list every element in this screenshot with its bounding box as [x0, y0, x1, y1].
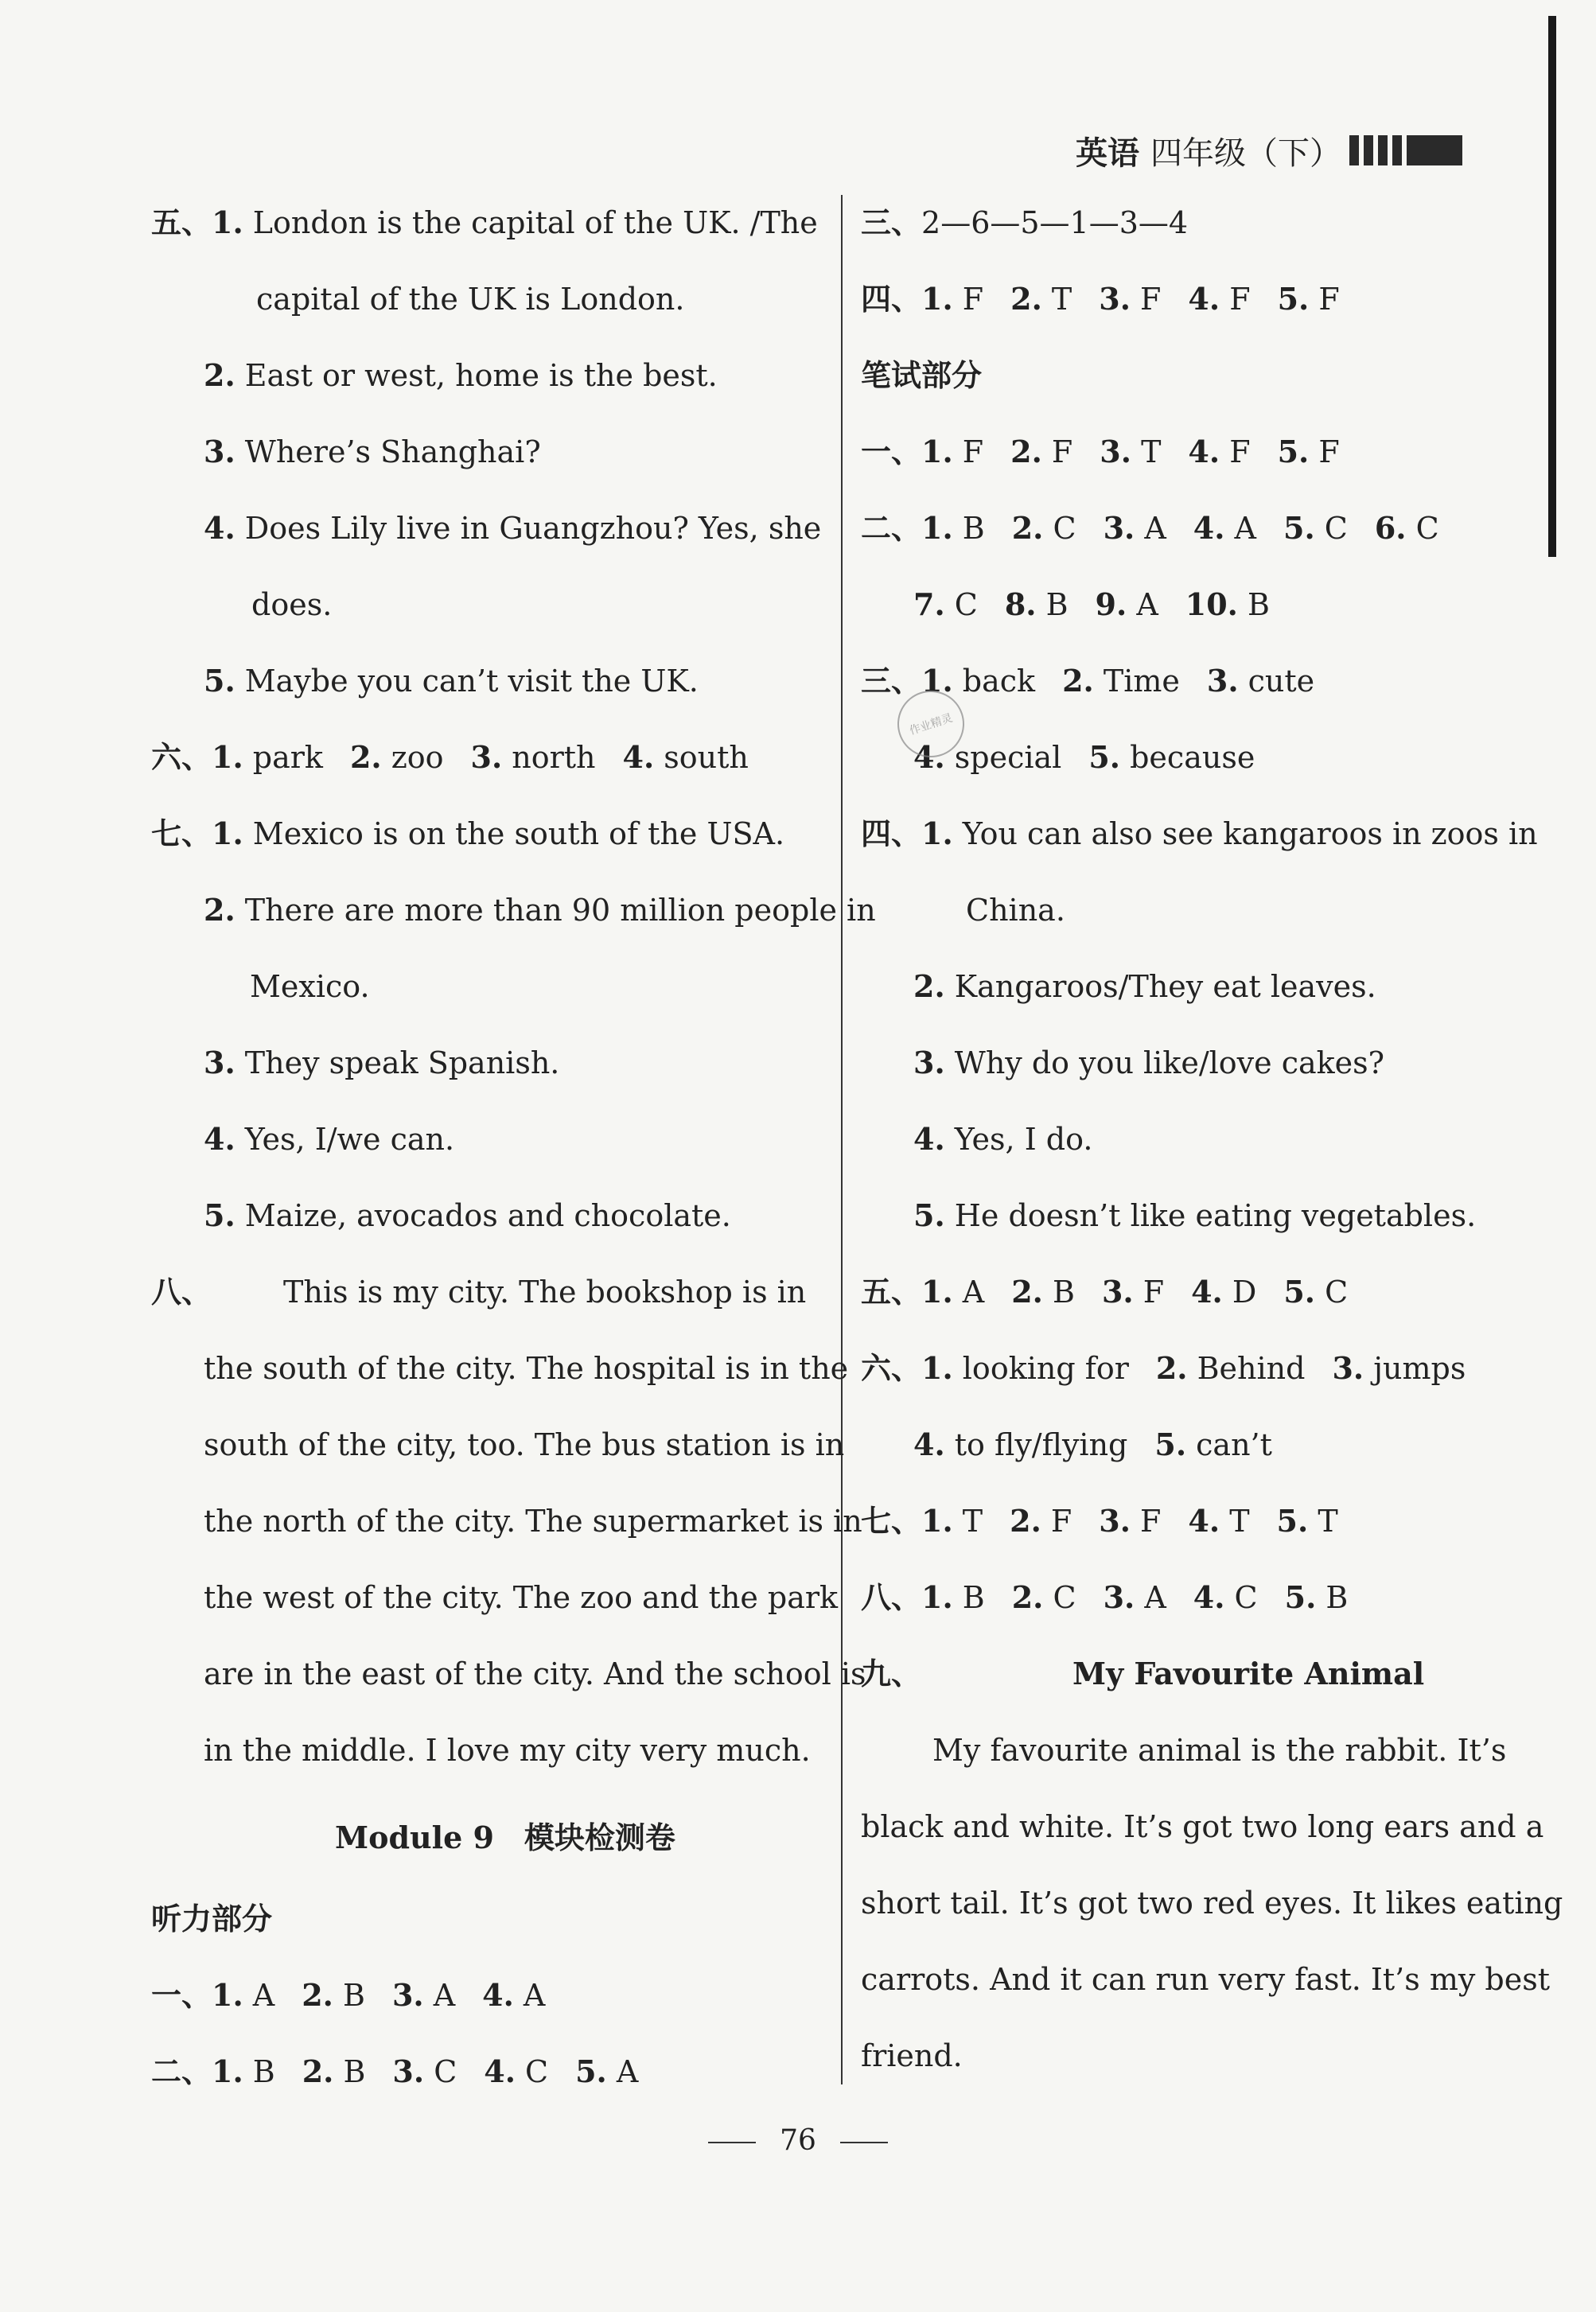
answer-line: carrots. And it can run very fast. It’s my best [861, 1962, 1551, 1997]
answer-line: 四、1. You can also see kangaroos in zoos in [861, 815, 1538, 851]
answer-line: 三、2—6—5—1—3—4 [861, 205, 1189, 240]
column-divider [841, 195, 843, 2084]
page-header [1076, 129, 1467, 172]
watermark-stamp: 作业精灵 [889, 682, 973, 766]
answer-line: the south of the city. The hospital is in the [204, 1351, 849, 1386]
answer-line: capital of the UK is London. [256, 282, 685, 317]
answer-line: the north of the city. The supermarket is in [204, 1504, 862, 1539]
left-column [151, 199, 876, 2124]
answer-line: 2. East or west, home is the best. [204, 357, 718, 393]
answer-line: 3. Where’s Shanghai? [204, 434, 541, 469]
answer-line: Mexico. [250, 969, 370, 1004]
answer-line: 4. special 5. because [913, 739, 1255, 775]
footer-dash [708, 2142, 756, 2143]
answer-line: My favourite animal is the rabbit. It’s [932, 1733, 1507, 1768]
answer-line: 4. Yes, I/we can. [204, 1121, 455, 1157]
section-title: 听力部分 [151, 1901, 273, 1936]
answer-line: 九、 My Favourite Animal [861, 1656, 1425, 1691]
section-title: 笔试部分 [861, 358, 983, 393]
page-footer [0, 2124, 1596, 2157]
page-number: 76 [780, 2124, 816, 2157]
answer-line: 4. Does Lily live in Guangzhou? Yes, she [204, 510, 822, 546]
answer-line: 4. to fly/flying 5. can’t [913, 1427, 1272, 1462]
answer-line: 五、1. London is the capital of the UK. /The [151, 204, 818, 240]
answer-line: 5. Maize, avocados and chocolate. [204, 1197, 731, 1233]
answer-line: 七、1. T 2. F 3. F 4. T 5. T [861, 1503, 1338, 1539]
answer-line: 3. Why do you like/love cakes? [913, 1045, 1385, 1080]
answer-line: 七、1. Mexico is on the south of the USA. [151, 815, 785, 851]
answer-line: 一、1. A 2. B 3. A 4. A [151, 1977, 546, 2013]
answer-line: 三、1. back 2. Time 3. cute [861, 663, 1315, 699]
answer-line: 四、1. F 2. T 3. F 4. F 5. F [861, 281, 1340, 317]
answer-line: black and white. It’s got two long ears and a [861, 1809, 1544, 1844]
answer-line: 五、1. A 2. B 3. F 4. D 5. C [861, 1274, 1349, 1310]
header-decor [1349, 135, 1467, 165]
answer-line: 一、1. F 2. F 3. T 4. F 5. F [861, 434, 1340, 469]
answer-line: 2. There are more than 90 million people in [204, 892, 876, 928]
answer-line: 八、1. B 2. C 3. A 4. C 5. B [861, 1579, 1349, 1615]
answer-line: in the middle. I love my city very much. [204, 1733, 811, 1768]
answer-line: friend. [861, 2038, 963, 2073]
right-column [861, 199, 1563, 2108]
answer-line: 2. Kangaroos/They eat leaves. [913, 968, 1376, 1004]
answer-line: does. [251, 587, 333, 622]
answer-line: 二、1. B 2. C 3. A 4. A 5. C 6. C [861, 510, 1439, 546]
answer-line: 3. They speak Spanish. [204, 1045, 560, 1080]
answer-line: 5. He doesn’t like eating vegetables. [913, 1197, 1477, 1233]
answer-line: south of the city, too. The bus station is in [204, 1427, 845, 1462]
answer-line: 二、1. B 2. B 3. C 4. C 5. A [151, 2053, 639, 2089]
module-title: Module 9 模块检测卷 [335, 1820, 675, 1855]
edge-bar [1548, 16, 1556, 557]
subject-label: 英语 [1076, 134, 1139, 172]
answer-line: short tail. It’s got two red eyes. It likes eating [861, 1886, 1563, 1921]
answer-line: 八、 This is my city. The bookshop is in [151, 1275, 807, 1310]
answer-line: 5. Maybe you can’t visit the UK. [204, 663, 699, 699]
grade-label: 四年级（下） [1150, 134, 1341, 172]
answer-line: China. [966, 893, 1065, 928]
answer-line: the west of the city. The zoo and the park [204, 1580, 839, 1615]
answer-line: are in the east of the city. And the school is [204, 1656, 866, 1691]
footer-dash [840, 2142, 888, 2143]
answer-line: 六、1. looking for 2. Behind 3. jumps [861, 1350, 1466, 1386]
answer-line: 4. Yes, I do. [913, 1121, 1093, 1157]
answer-line: 7. C 8. B 9. A 10. B [913, 586, 1270, 622]
answer-line: 六、1. park 2. zoo 3. north 4. south [151, 739, 749, 775]
essay-title: My Favourite Animal [1072, 1656, 1425, 1691]
